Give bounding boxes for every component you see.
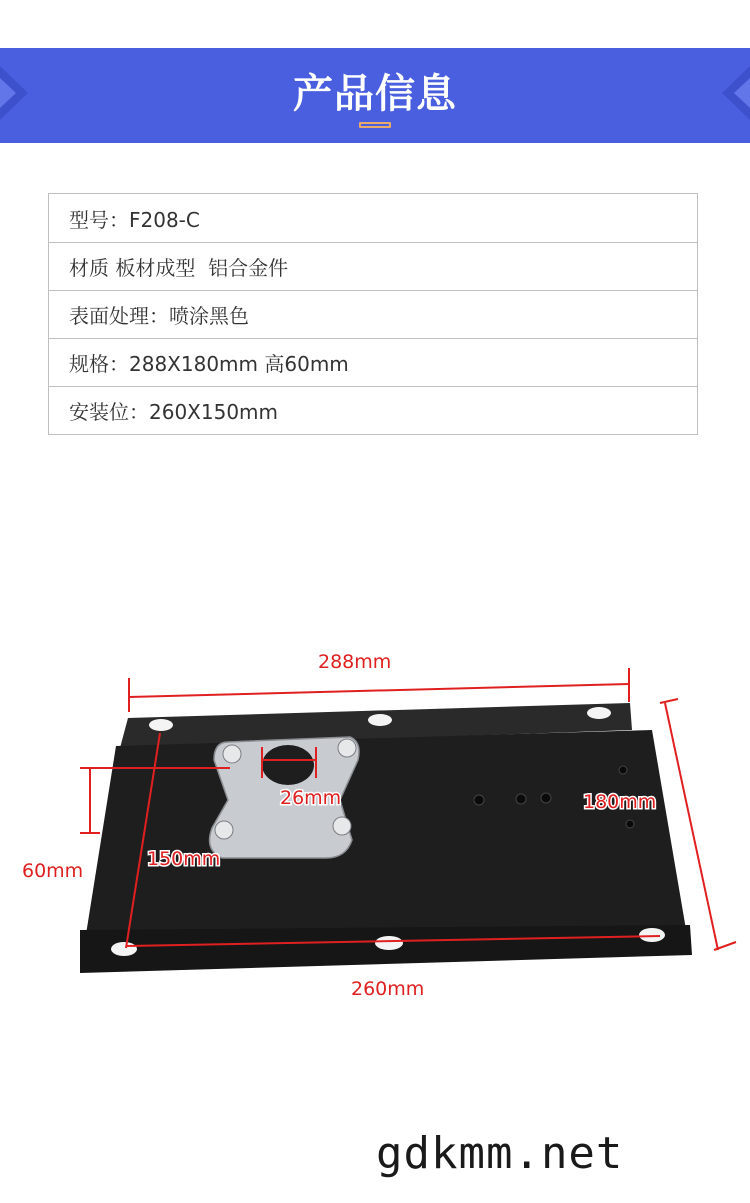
- dim-label-inner-width: 150mm: [147, 848, 221, 870]
- spec-table: [48, 193, 698, 435]
- mount-hole: [639, 928, 665, 942]
- bolt-hole: [516, 794, 526, 804]
- mount-hole: [375, 936, 403, 950]
- bracket-screw: [338, 739, 356, 757]
- section-banner: [0, 48, 750, 143]
- section-title: 产品信息: [293, 71, 457, 117]
- watermark: gdkmm.net: [376, 1128, 624, 1179]
- dim-label-hole-diameter: 26mm: [280, 787, 342, 809]
- mount-hole: [587, 707, 611, 719]
- mount-hole: [111, 942, 137, 956]
- bracket-screw: [333, 817, 351, 835]
- dim-label-side-length: 180mm: [583, 791, 657, 813]
- product-diagram: [0, 620, 750, 1040]
- bolt-hole: [474, 795, 484, 805]
- mount-hole: [368, 714, 392, 726]
- bolt-hole: [541, 793, 551, 803]
- bracket-screw: [223, 745, 241, 763]
- bracket-center-hole: [262, 745, 314, 785]
- dim-label-height: 60mm: [22, 860, 84, 882]
- spec-row-size: 规格：288X180mm 高60mm: [49, 338, 697, 386]
- spec-row-mounting: 安装位：260X150mm: [49, 386, 697, 434]
- bracket-screw: [215, 821, 233, 839]
- title-underline: [359, 122, 391, 128]
- dim-label-top-length: 288mm: [318, 651, 392, 673]
- mount-hole: [149, 719, 173, 731]
- spec-row-material: 材质 板材成型 铝合金件: [49, 242, 697, 290]
- bolt-hole: [626, 820, 634, 828]
- bolt-hole: [619, 766, 627, 774]
- spec-row-surface: 表面处理：喷涂黑色: [49, 290, 697, 338]
- dim-label-bottom-spacing: 260mm: [351, 978, 425, 1000]
- spec-row-model: 型号：F208-C: [69, 207, 200, 232]
